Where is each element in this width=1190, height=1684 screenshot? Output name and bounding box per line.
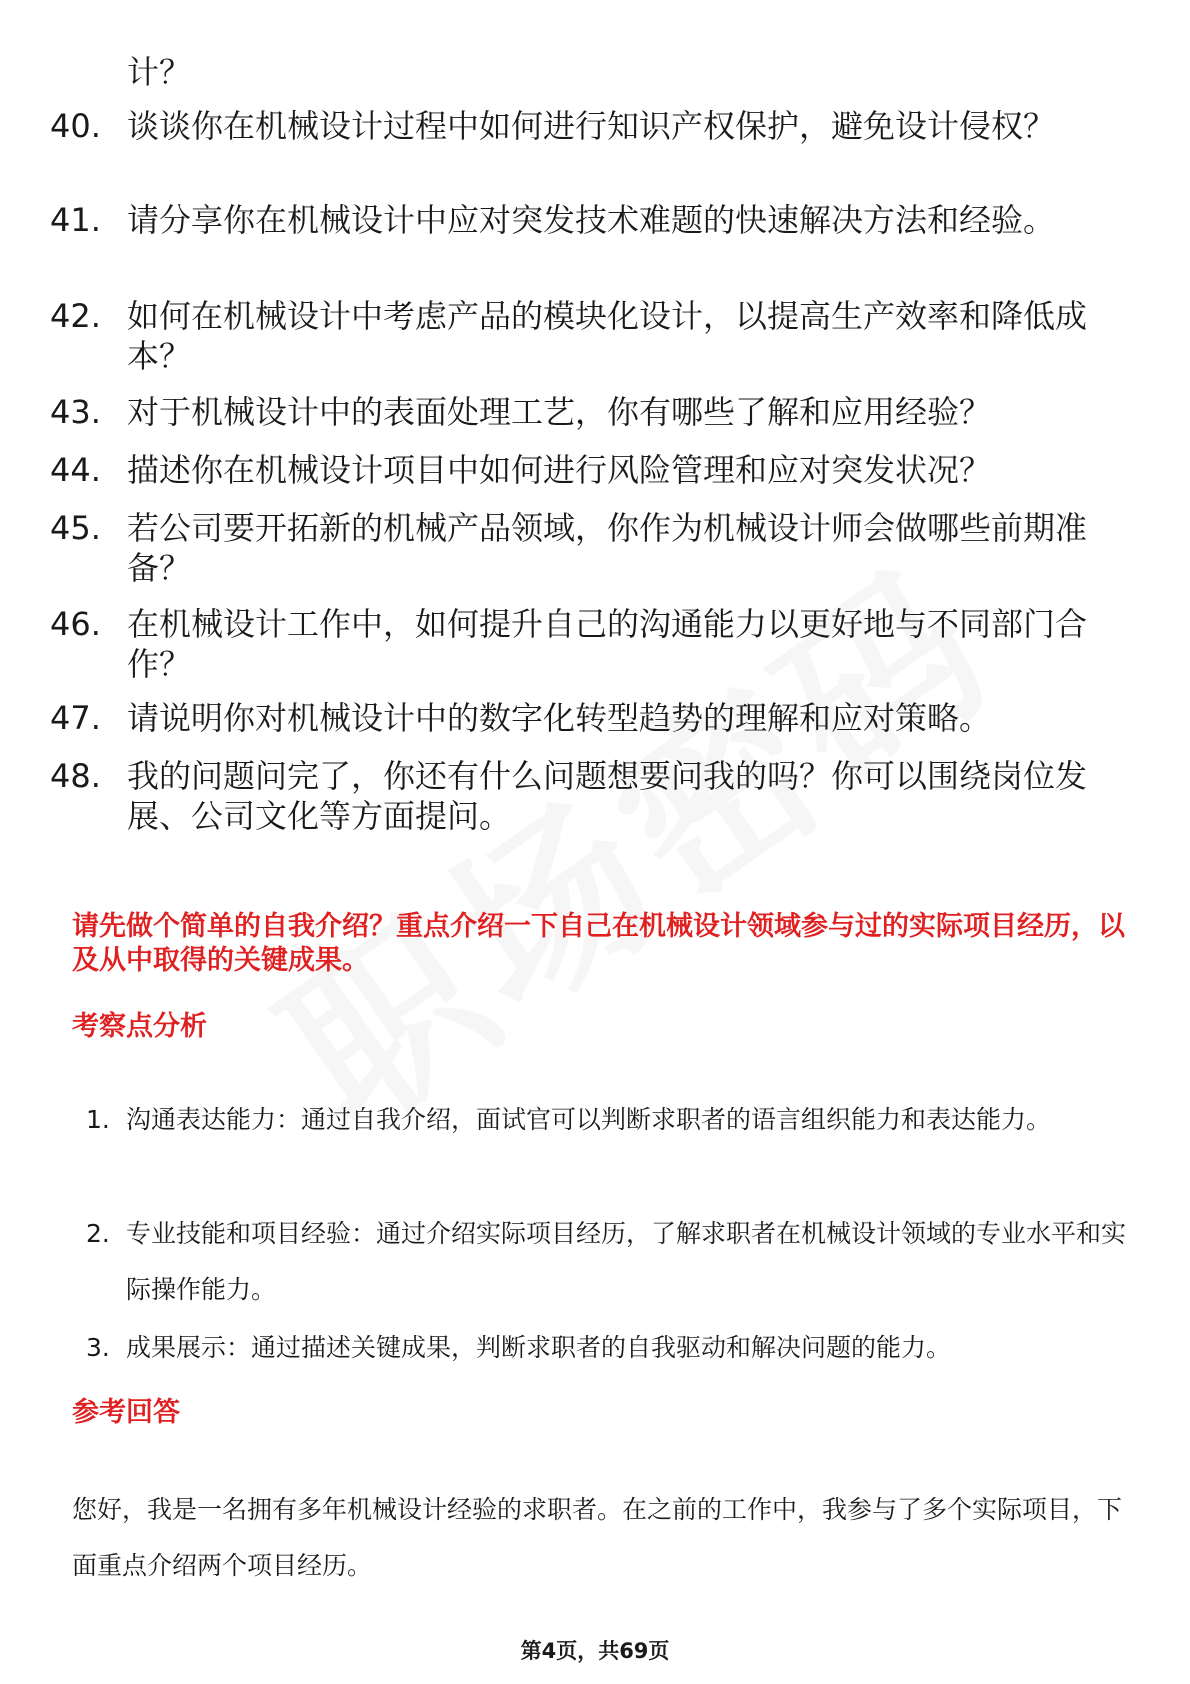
question-number: 45. — [50, 509, 101, 547]
question-number: 40. — [50, 107, 101, 145]
reference-heading: 参考回答 — [72, 1397, 180, 1428]
reference-answer: 您好，我是一名拥有多年机械设计经验的求职者。在之前的工作中，我参与了多个实际项目，下面重点介绍两个项目经历。 — [72, 1495, 1123, 1580]
question-text: 我的问题问完了，你还有什么问题想要问我的吗？你可以围绕岗位发展、公司文化等方面提问。 — [127, 757, 1088, 835]
page-footer: 第4页，共69页 — [520, 1639, 670, 1663]
question-number: 48. — [50, 757, 101, 795]
question-number: 41. — [50, 201, 101, 239]
analysis-number: 1. — [86, 1105, 110, 1134]
question-text: 谈谈你在机械设计过程中如何进行知识产权保护，避免设计侵权？ — [127, 107, 1056, 145]
analysis-text: 成果展示：通过描述关键成果，判断求职者的自我驱动和解决问题的能力。 — [126, 1333, 952, 1362]
question-text: 在机械设计工作中，如何提升自己的沟通能力以更好地与不同部门合作？ — [127, 605, 1088, 683]
question-text: 对于机械设计中的表面处理工艺，你有哪些了解和应用经验？ — [127, 393, 992, 431]
watermark — [224, 495, 1036, 1177]
analysis-number: 3. — [86, 1333, 110, 1362]
question-text: 如何在机械设计中考虑产品的模块化设计，以提高生产效率和降低成本？ — [127, 297, 1088, 375]
question-text: 描述你在机械设计项目中如何进行风险管理和应对突发状况？ — [127, 451, 992, 489]
analysis-text: 沟通表达能力：通过自我介绍，面试官可以判断求职者的语言组织能力和表达能力。 — [126, 1105, 1052, 1134]
analysis-number: 2. — [86, 1219, 110, 1248]
question-number: 44. — [50, 451, 101, 489]
question-number: 43. — [50, 393, 101, 431]
question-text: 请分享你在机械设计中应对突发技术难题的快速解决方法和经验。 — [127, 201, 1056, 239]
question-text: 若公司要开拓新的机械产品领域，你作为机械设计师会做哪些前期准备？ — [127, 509, 1088, 587]
main-question: 请先做个简单的自我介绍？重点介绍一下自己在机械设计领域参与过的实际项目经历，以及从中取得的关键成果。 — [72, 911, 1125, 976]
question-number: 46. — [50, 605, 101, 643]
analysis-text: 专业技能和项目经验：通过介绍实际项目经历，了解求职者在机械设计领域的专业水平和实际操作能力。 — [126, 1219, 1127, 1304]
question-text: 请说明你对机械设计中的数字化转型趋势的理解和应对策略。 — [127, 699, 992, 737]
question-number: 42. — [50, 297, 101, 335]
analysis-heading: 考察点分析 — [72, 1011, 207, 1042]
question-number: 47. — [50, 699, 101, 737]
question-continuation: 计？ — [127, 53, 192, 91]
